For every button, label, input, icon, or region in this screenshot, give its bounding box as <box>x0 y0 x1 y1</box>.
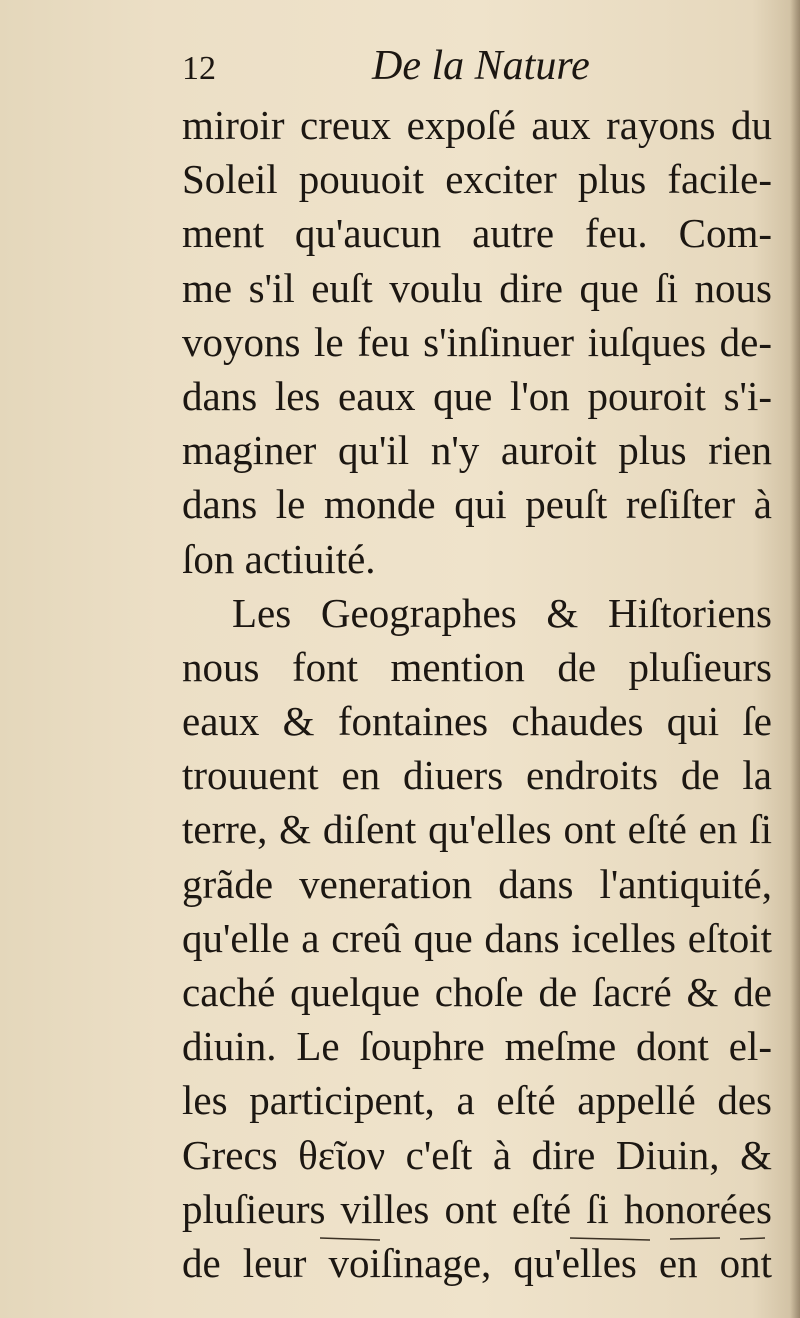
text-line: Soleil pouuoit exciter plus facile- <box>182 156 772 203</box>
text-line: ment qu'aucun autre feu. Com- <box>182 210 772 257</box>
bottom-rule-marks <box>320 1226 770 1246</box>
paragraph-2 <box>182 586 772 1290</box>
text-line: miroir creux expoſé aux rayons du <box>182 102 772 148</box>
text-line: terre, & diſent qu'elles ont eſté en ſi <box>182 806 772 853</box>
text-line: Grecs θεῖον c'eſt à dire Diuin, & <box>182 1131 772 1178</box>
text-line: trouuent en diuers endroits de la <box>182 752 772 799</box>
text-line: diuin. Le ſouphre meſme dont el- <box>182 1023 772 1070</box>
page-header <box>182 42 742 98</box>
text-line: me s'il euſt voulu dire que ſi nous <box>182 264 772 311</box>
text-line: voyons le feu s'inſinuer iuſques de- <box>182 318 772 365</box>
text-line: caché quelque choſe de ſacré & de <box>182 969 772 1015</box>
text-line: eaux & fontaines chaudes qui ſe <box>182 698 772 745</box>
body-text <box>182 98 772 1290</box>
text-line: Les Geographes & Hiſtoriens <box>232 589 772 636</box>
text-line: qu'elle a creû que dans icelles eſtoit <box>182 914 772 961</box>
paragraph-1 <box>182 98 772 586</box>
text-line: maginer qu'il n'y auroit plus rien <box>182 427 772 474</box>
text-line: de leur voiſinage, qu'elles en ont <box>182 1239 772 1286</box>
text-line: dans les eaux que l'on pouroit s'i- <box>182 372 772 419</box>
text-line: pluſieurs villes ont eſté ſi honorées <box>182 1185 772 1232</box>
text-line: dans le monde qui peuſt reſiſter à <box>182 481 772 528</box>
text-line: les participent, a eſté appellé des <box>182 1077 772 1124</box>
text-line: grãde veneration dans l'antiquité, <box>182 860 772 907</box>
running-title: De la Nature <box>372 43 590 89</box>
text-line: ſon actiuité. <box>182 535 376 582</box>
page-number: 12 <box>182 50 216 87</box>
page-gutter-shadow <box>790 0 800 1318</box>
text-line: nous font mention de pluſieurs <box>182 643 772 690</box>
